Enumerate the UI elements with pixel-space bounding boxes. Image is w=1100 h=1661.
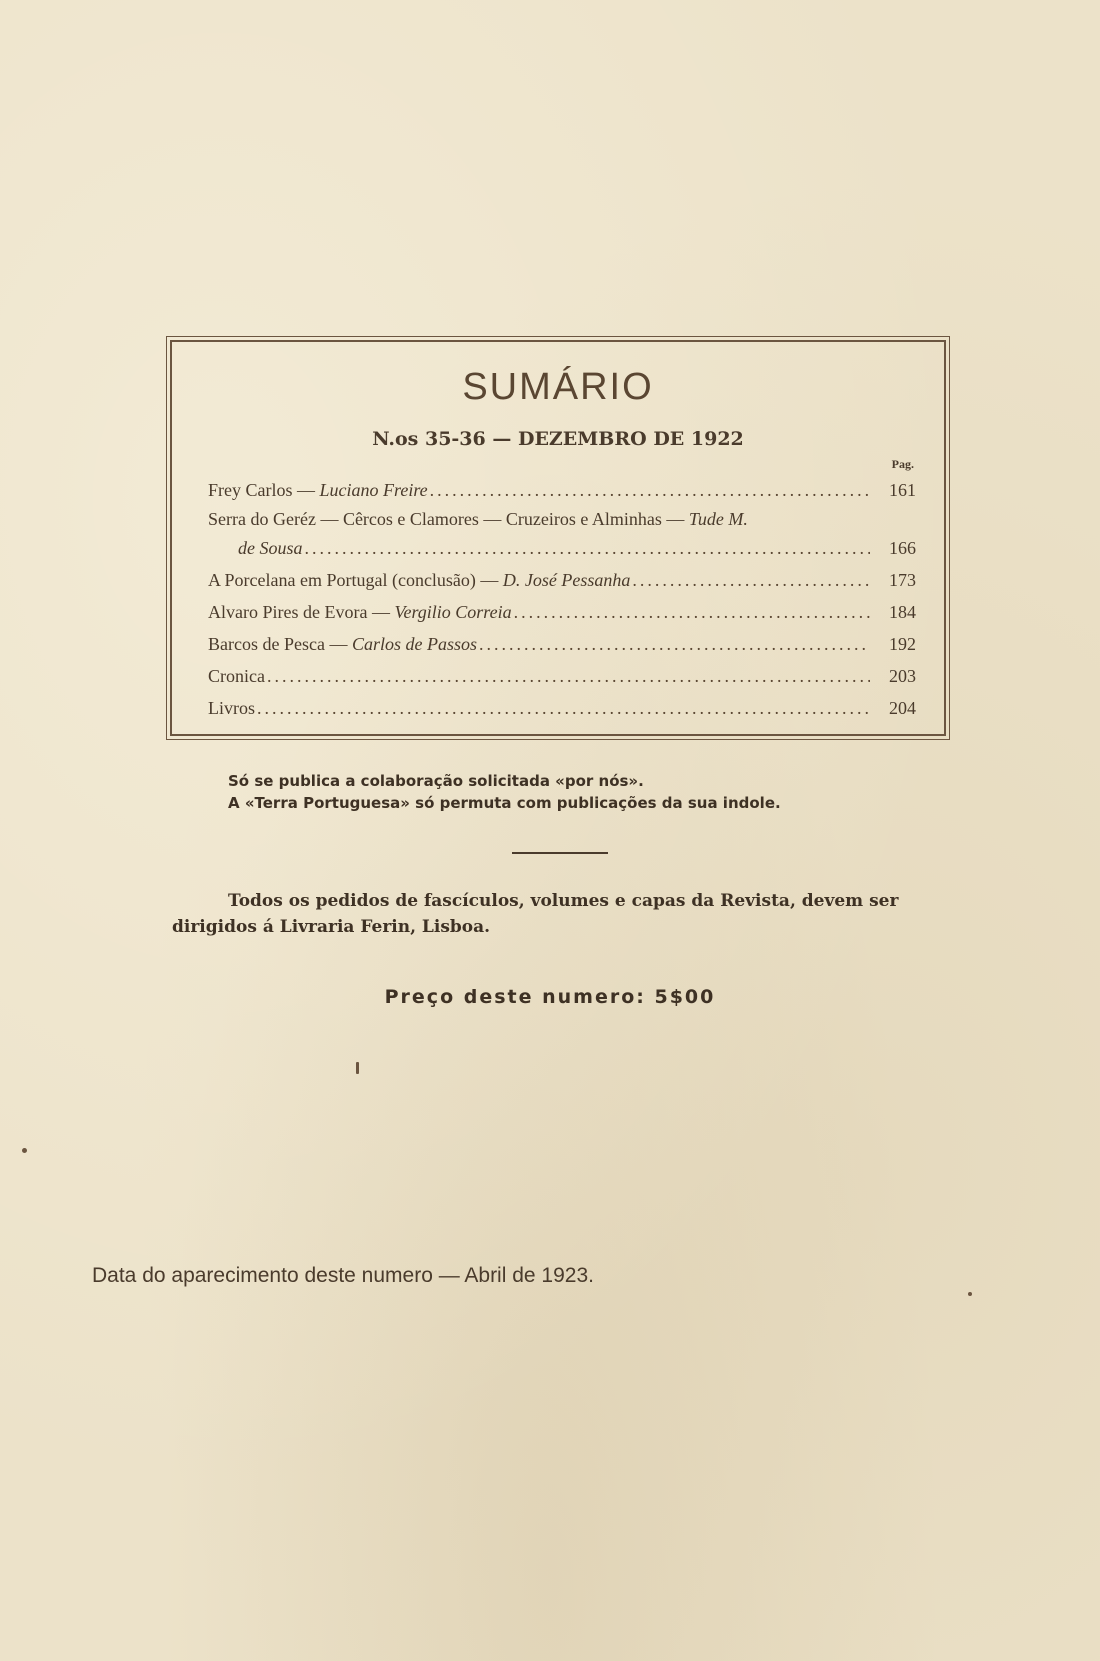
notice-line: Só se publica a colaboração solicitada «por nós». — [228, 772, 644, 790]
toc-entry-page: 173 — [889, 570, 916, 590]
toc-entry — [208, 596, 916, 628]
toc-entry-title: Livros — [208, 698, 255, 718]
toc-entry-author: Vergilio Correia — [394, 602, 512, 622]
toc-entry-author: Tude M. — [688, 509, 748, 529]
toc-entry-author-cont: de Sousa — [238, 538, 303, 558]
toc-entry-page: 203 — [889, 666, 916, 686]
page-column-label: Pag. — [891, 457, 914, 471]
toc-entry — [208, 474, 916, 506]
orders-notice: Todos os pedidos de fascículos, volumes e capas da Revista, devem ser dirigidos á Livraria Ferin, Lisboa. — [172, 891, 899, 937]
toc-entry — [208, 506, 916, 532]
sumario-title: SUMÁRIO — [462, 366, 654, 408]
table-of-contents — [208, 474, 916, 724]
paper-speck — [22, 1148, 27, 1153]
paper-speck — [968, 1292, 972, 1296]
toc-entry-continuation — [208, 532, 916, 564]
toc-entry-title: Alvaro Pires de Evora — — [208, 602, 395, 622]
toc-entry-title: A Porcelana em Portugal (conclusão) — — [208, 570, 503, 590]
leader-dots — [430, 474, 870, 506]
toc-entry-page: 184 — [889, 602, 916, 622]
toc-entry-page: 166 — [889, 538, 916, 558]
issue-line: N.os 35-36 — DEZEMBRO DE 1922 — [372, 428, 744, 450]
toc-entry-title: Barcos de Pesca — — [208, 634, 352, 654]
leader-dots — [632, 564, 870, 596]
issue-price: Preço deste numero: 5$00 — [384, 986, 716, 1008]
toc-entry — [208, 628, 916, 660]
leader-dots — [514, 596, 870, 628]
toc-entry-title: Cronica — [208, 666, 265, 686]
toc-entry-page: 161 — [889, 480, 916, 500]
toc-entry-page: 204 — [889, 698, 916, 718]
toc-entry-title: Frey Carlos — — [208, 480, 320, 500]
collaboration-notice — [228, 770, 781, 814]
toc-entry-author: D. José Pessanha — [502, 570, 631, 590]
notice-line: A «Terra Portuguesa» só permuta com publicações da sua indole. — [228, 794, 781, 812]
toc-entry-page: 192 — [889, 634, 916, 654]
leader-dots — [267, 660, 870, 692]
toc-entry — [208, 692, 916, 724]
toc-entry — [208, 660, 916, 692]
toc-entry-author: Luciano Freire — [319, 480, 428, 500]
divider — [512, 852, 608, 854]
toc-entry-author: Carlos de Passos — [351, 634, 477, 654]
leader-dots — [257, 692, 870, 724]
paper-speck — [356, 1062, 359, 1074]
leader-dots — [479, 628, 870, 660]
toc-entry-title: Serra do Geréz — Cêrcos e Clamores — Cruzeiros e Alminhas — — [208, 509, 689, 529]
release-date: Data do aparecimento deste numero — Abril de 1923. — [92, 1264, 594, 1287]
toc-entry — [208, 564, 916, 596]
leader-dots — [305, 532, 871, 564]
sumario-box — [170, 340, 946, 736]
